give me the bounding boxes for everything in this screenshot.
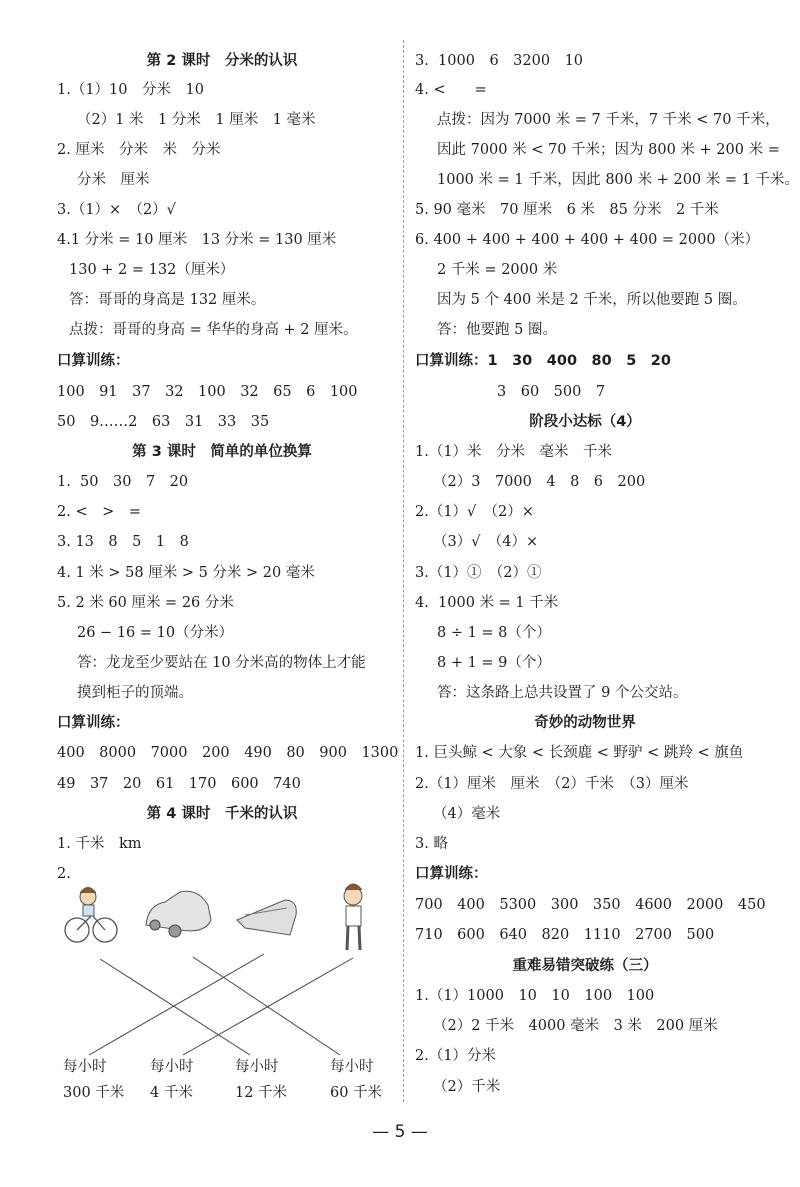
matching-line: [193, 957, 340, 1055]
section-title: 阶段小达标（4）: [529, 414, 641, 430]
answer-line: 2.（1）厘米 厘米 （2）千米 （3）厘米: [415, 776, 689, 792]
section-title: 奇妙的动物世界: [534, 715, 636, 731]
answer-line: 6. 400 + 400 + 400 + 400 + 400 = 2000（米）: [415, 232, 760, 248]
matching-line: [100, 959, 250, 1055]
answer-line: 1.（1）米 分米 毫米 千米: [415, 444, 613, 460]
answer-line: （2）1 米 1 分米 1 厘米 1 毫米: [77, 112, 316, 128]
answer-line: 2.（1）√ （2）×: [415, 504, 534, 520]
speed-label: 每小时: [63, 1059, 107, 1075]
speed-value: 300 千米: [63, 1085, 125, 1101]
bicycle-boy-icon: [92, 915, 105, 930]
speed-label: 每小时: [150, 1059, 194, 1075]
man-body-icon: [346, 906, 361, 926]
answer-line: 摸到柜子的顶端。: [77, 685, 193, 701]
answer-line: 答：哥哥的身高是 132 厘米。: [69, 292, 266, 308]
answer-line: 点拨：因为 7000 米 = 7 千米，7 千米 < 70 千米，: [437, 112, 780, 128]
section-title: 第 4 课时 千米的认识: [146, 806, 298, 822]
answer-line: 答：他要跑 5 圈。: [437, 322, 557, 338]
answer-line: 700 400 5300 300 350 4600 2000 450: [415, 897, 766, 913]
speed-label: 每小时: [235, 1059, 279, 1075]
answer-line: 3.（1）× （2）√: [57, 202, 176, 218]
speed-label: 每小时: [330, 1059, 374, 1075]
answer-line: 5. 2 米 60 厘米 = 26 分米: [57, 595, 234, 611]
answer-line: 5. 90 毫米 70 厘米 6 米 85 分米 2 千米: [415, 202, 719, 218]
answer-line: 50 9……2 63 31 33 35: [57, 414, 270, 430]
answer-line: 口算训练：: [415, 866, 488, 882]
answer-line: 4. 1000 米 = 1 千米: [415, 595, 559, 611]
bicycle-boy-icon: [83, 905, 94, 916]
bicycle-boy-icon: [77, 915, 92, 930]
answer-line: 1. 千米 km: [57, 836, 142, 852]
train-icon: [237, 900, 296, 935]
answer-line: 49 37 20 61 170 600 740: [57, 776, 301, 792]
answer-line: 1.（1）1000 10 10 100 100: [415, 988, 655, 1004]
answer-line: （4）毫米: [433, 806, 501, 822]
answer-line: 100 91 37 32 100 32 65 6 100: [57, 384, 358, 400]
answer-line: 答：龙龙至少要站在 10 分米高的物体上才能: [77, 655, 366, 671]
answer-line: 2. 厘米 分米 米 分米: [57, 142, 221, 158]
answer-line: 710 600 640 820 1110 2700 500: [415, 927, 715, 943]
answer-line: 2 千米 = 2000 米: [437, 262, 558, 278]
answer-line: 4. 1 米 > 58 厘米 > 5 分米 > 20 毫米: [57, 565, 315, 581]
answer-line: 8 + 1 = 9（个）: [437, 655, 551, 671]
answer-line: 1000 米 = 1 千米，因此 800 米 + 200 米 = 1 千米。: [437, 172, 799, 188]
answer-line: 400 8000 7000 200 490 80 900 1300: [57, 745, 399, 761]
answer-line: 2.（1）分米: [415, 1048, 497, 1064]
section-title: 第 2 课时 分米的认识: [146, 53, 298, 69]
answer-line: 因为 5 个 400 米是 2 千米，所以他要跑 5 圈。: [437, 292, 747, 308]
section-title: 重难易错突破练（三）: [512, 958, 658, 974]
matching-line: [183, 958, 353, 1055]
answer-line: 点拨：哥哥的身高 = 华华的身高 + 2 厘米。: [69, 322, 358, 338]
answer-line: 3.（1）① （2）①: [415, 565, 542, 581]
bicycle-boy-icon: [80, 888, 96, 894]
answer-line: 3. 1000 6 3200 10: [415, 53, 584, 69]
speed-value: 60 千米: [330, 1085, 383, 1101]
answer-line: 1.（1）10 分米 10: [57, 82, 204, 98]
answer-line: 口算训练：1 30 400 80 5 20: [415, 353, 671, 369]
answer-line: 因此 7000 米 < 70 千米；因为 800 米 + 200 米 =: [437, 142, 780, 158]
car-wheel-icon: [169, 925, 181, 937]
answer-line: 3. 略: [415, 836, 448, 852]
answer-line: 2.: [57, 866, 71, 882]
answer-line: 2. < > =: [57, 504, 141, 520]
answer-line: 4.1 分米 = 10 厘米 13 分米 = 130 厘米: [57, 232, 337, 248]
speed-value: 12 千米: [235, 1085, 288, 1101]
answer-line: 130 + 2 = 132（厘米）: [69, 262, 235, 278]
section-title: 第 3 课时 简单的单位换算: [132, 444, 312, 460]
answer-line: 8 ÷ 1 = 8（个）: [437, 625, 551, 641]
answer-line: 4. < =: [415, 82, 487, 98]
answer-line: 1. 巨头鲸 < 大象 < 长颈鹿 < 野驴 < 跳羚 < 旗鱼: [415, 745, 744, 761]
answer-line: 3 60 500 7: [497, 384, 606, 400]
answer-line: 答：这条路上总共设置了 9 个公交站。: [437, 685, 688, 701]
man-hair-icon: [345, 884, 362, 890]
answer-line: （2）2 千米 4000 毫米 3 米 200 厘米: [433, 1018, 718, 1034]
answer-line: （2）3 7000 4 8 6 200: [433, 474, 646, 490]
answer-line: （2）千米: [433, 1079, 501, 1095]
answer-line: 26 − 16 = 10（分米）: [77, 625, 234, 641]
answer-line: 1. 50 30 7 20: [57, 474, 189, 490]
answer-line: （3）√ （4）×: [433, 534, 539, 550]
page-number: — 5 —: [372, 1122, 428, 1142]
answer-line: 3. 13 8 5 1 8: [57, 534, 189, 550]
speed-value: 4 千米: [150, 1085, 193, 1101]
car-wheel-icon: [150, 920, 160, 930]
man-legs-icon: [347, 926, 360, 950]
answer-line: 分米 厘米: [77, 172, 150, 188]
answer-line: 口算训练：: [57, 353, 130, 369]
answer-line: 口算训练：: [57, 715, 130, 731]
